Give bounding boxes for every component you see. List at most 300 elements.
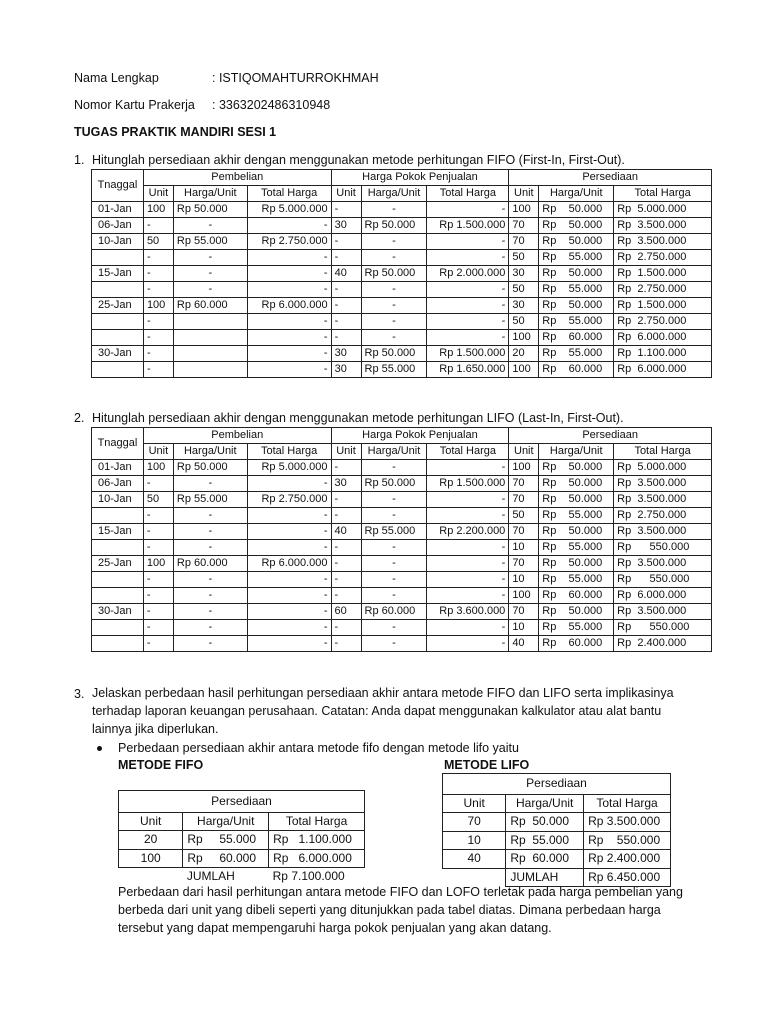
price-cell: Rp 60.000 [183,849,269,868]
purchase-price-cell: Rp 60.000 [173,556,247,572]
cogs-total-cell: - [427,492,509,508]
purchase-price-cell: - [173,636,247,652]
purchase-price-cell [173,346,247,362]
stock-unit-cell: 100 [509,330,539,346]
stock-price-cell: Rp 50.000 [539,492,614,508]
total-cell: Rp 550.000 [584,831,671,850]
cogs-total-cell: Rp 1.500.000 [427,476,509,492]
unit-header: Unit [509,186,539,202]
purchase-price-cell: Rp 55.000 [173,234,247,250]
table-row [92,250,712,266]
date-cell: 01-Jan [92,202,144,218]
stock-price-cell: Rp 50.000 [539,524,614,540]
stock-total-cell: Rp 1.500.000 [614,266,712,282]
purchase-price-cell: Rp 50.000 [173,460,247,476]
total-header: Total Harga [584,794,671,813]
stock-price-cell: Rp 55.000 [539,620,614,636]
cogs-price-cell: - [361,588,427,604]
price-cell: Rp 55.000 [506,831,584,850]
persediaan-header: Persediaan [443,774,671,795]
q3-bullet-text: Perbedaan persediaan akhir antara metode fifo dengan metode lifo yaitu [118,741,519,755]
hpp-header: Harga Pokok Penjualan [331,170,509,186]
date-cell [92,620,144,636]
date-cell [92,250,144,266]
stock-total-cell: Rp 550.000 [614,572,712,588]
purchase-unit-cell: - [143,362,173,378]
purchase-unit-cell: - [143,314,173,330]
cogs-unit-cell: 30 [331,362,361,378]
stock-total-cell: Rp 2.750.000 [614,314,712,330]
cogs-price-cell: Rp 55.000 [361,362,427,378]
purchase-total-cell: - [247,314,331,330]
q1-number: 1. [74,153,85,167]
date-cell: 10-Jan [92,492,144,508]
stock-total-cell: Rp 6.000.000 [614,362,712,378]
purchase-total-cell: Rp 6.000.000 [247,556,331,572]
q2-number: 2. [74,411,85,425]
cogs-price-cell: - [361,330,427,346]
purchase-price-cell: - [173,282,247,298]
bullet-icon [97,746,102,751]
table-row [92,282,712,298]
price-cell: Rp 50.000 [506,813,584,832]
cogs-total-cell: Rp 1.500.000 [427,346,509,362]
stock-total-cell: Rp 5.000.000 [614,202,712,218]
cogs-total-cell: Rp 1.650.000 [427,362,509,378]
stock-unit-cell: 70 [509,492,539,508]
price-header: Harga/Unit [183,812,269,831]
cogs-total-cell: Rp 1.500.000 [427,218,509,234]
cogs-unit-cell: - [331,508,361,524]
table-row [119,849,365,868]
cogs-price-cell: Rp 60.000 [361,604,427,620]
cogs-unit-cell: - [331,588,361,604]
purchase-total-cell: Rp 2.750.000 [247,234,331,250]
cogs-price-cell: Rp 50.000 [361,346,427,362]
purchase-unit-cell: - [143,540,173,556]
cogs-unit-cell: - [331,636,361,652]
date-cell: 25-Jan [92,298,144,314]
cogs-price-cell: Rp 50.000 [361,266,427,282]
stock-total-cell: Rp 2.400.000 [614,636,712,652]
cogs-price-cell: - [361,508,427,524]
stock-unit-cell: 70 [509,604,539,620]
card-label: Nomor Kartu Prakerja [74,98,195,112]
stock-total-cell: Rp 2.750.000 [614,508,712,524]
date-header: Tnaggal [92,428,144,460]
date-cell: 01-Jan [92,460,144,476]
purchase-price-cell: - [173,266,247,282]
cogs-total-cell: - [427,572,509,588]
cogs-unit-cell: - [331,314,361,330]
cogs-unit-cell: - [331,298,361,314]
price-header: Harga/Unit [539,186,614,202]
cogs-total-cell: - [427,540,509,556]
cogs-price-cell: - [361,540,427,556]
pembelian-header: Pembelian [143,170,331,186]
stock-price-cell: Rp 50.000 [539,556,614,572]
cogs-total-cell: - [427,588,509,604]
table-row [119,831,365,850]
stock-total-cell: Rp 3.500.000 [614,524,712,540]
stock-price-cell: Rp 60.000 [539,330,614,346]
purchase-total-cell: - [247,588,331,604]
fifo-method-title: METODE FIFO [118,758,204,772]
q2-text: Hitunglah persediaan akhir dengan menggunakan metode perhitungan LIFO (Last-In, First-Out). [92,411,624,425]
unit-header: Unit [443,794,506,813]
date-cell: 15-Jan [92,266,144,282]
stock-total-cell: Rp 1.100.000 [614,346,712,362]
date-cell: 30-Jan [92,346,144,362]
date-cell [92,540,144,556]
cogs-total-cell: Rp 3.600.000 [427,604,509,620]
cogs-unit-cell: - [331,492,361,508]
card-value: : 3363202486310948 [212,98,331,112]
table-row [92,508,712,524]
cogs-unit-cell: - [331,250,361,266]
purchase-price-cell: - [173,250,247,266]
purchase-total-cell: - [247,508,331,524]
stock-price-cell: Rp 60.000 [539,588,614,604]
stock-unit-cell: 70 [509,218,539,234]
purchase-total-cell: - [247,636,331,652]
cogs-price-cell: - [361,234,427,250]
stock-total-cell: Rp 6.000.000 [614,330,712,346]
cogs-total-cell: - [427,556,509,572]
date-cell: 25-Jan [92,556,144,572]
date-cell: 30-Jan [92,604,144,620]
purchase-unit-cell: - [143,346,173,362]
stock-unit-cell: 10 [509,572,539,588]
purchase-total-cell: - [247,330,331,346]
date-cell [92,314,144,330]
cogs-unit-cell: - [331,282,361,298]
table-row [92,636,712,652]
purchase-price-cell: - [173,508,247,524]
stock-total-cell: Rp 3.500.000 [614,476,712,492]
unit-cell: 40 [443,850,506,869]
table-row [92,266,712,282]
date-cell: 06-Jan [92,476,144,492]
purchase-unit-cell: 50 [143,492,173,508]
cogs-unit-cell: 30 [331,346,361,362]
assignment-title: TUGAS PRAKTIK MANDIRI SESI 1 [74,125,277,139]
jumlah-value: Rp 6.450.000 [584,868,671,887]
cogs-total-cell: Rp 2.200.000 [427,524,509,540]
cogs-total-cell: - [427,460,509,476]
table-row [92,476,712,492]
cogs-total-cell: - [427,250,509,266]
purchase-price-cell: - [173,588,247,604]
stock-unit-cell: 100 [509,202,539,218]
cogs-unit-cell: - [331,202,361,218]
total-cell: Rp 2.400.000 [584,850,671,869]
name-label: Nama Lengkap [74,71,159,85]
stock-unit-cell: 100 [509,362,539,378]
cogs-total-cell: Rp 2.000.000 [427,266,509,282]
purchase-unit-cell: - [143,524,173,540]
stock-price-cell: Rp 60.000 [539,362,614,378]
date-header: Tnaggal [92,170,144,202]
stock-total-cell: Rp 6.000.000 [614,588,712,604]
stock-price-cell: Rp 55.000 [539,346,614,362]
total-header: Total Harga [247,186,331,202]
date-cell [92,588,144,604]
table-row [92,298,712,314]
cogs-price-cell: - [361,460,427,476]
total-header: Total Harga [614,444,712,460]
purchase-price-cell [173,330,247,346]
price-cell: Rp 60.000 [506,850,584,869]
purchase-unit-cell: 100 [143,298,173,314]
purchase-unit-cell: - [143,476,173,492]
unit-header: Unit [331,186,361,202]
cogs-unit-cell: 40 [331,524,361,540]
stock-unit-cell: 50 [509,250,539,266]
purchase-unit-cell: - [143,572,173,588]
total-header: Total Harga [269,812,365,831]
stock-price-cell: Rp 50.000 [539,476,614,492]
total-header: Total Harga [247,444,331,460]
cogs-total-cell: - [427,202,509,218]
pembelian-header: Pembelian [143,428,331,444]
stock-price-cell: Rp 55.000 [539,314,614,330]
stock-unit-cell: 10 [509,620,539,636]
cogs-price-cell: - [361,250,427,266]
cogs-total-cell: - [427,620,509,636]
stock-total-cell: Rp 3.500.000 [614,492,712,508]
stock-total-cell: Rp 3.500.000 [614,218,712,234]
date-cell [92,636,144,652]
cogs-price-cell: - [361,314,427,330]
total-header: Total Harga [614,186,712,202]
purchase-total-cell: - [247,218,331,234]
unit-header: Unit [331,444,361,460]
stock-price-cell: Rp 55.000 [539,540,614,556]
stock-price-cell: Rp 50.000 [539,202,614,218]
purchase-unit-cell: 100 [143,202,173,218]
cogs-unit-cell: - [331,540,361,556]
total-header: Total Harga [427,186,509,202]
purchase-total-cell: - [247,266,331,282]
stock-unit-cell: 50 [509,508,539,524]
table-row [92,524,712,540]
purchase-unit-cell: - [143,588,173,604]
fifo-summary-table [118,790,365,886]
purchase-unit-cell: - [143,604,173,620]
stock-unit-cell: 70 [509,234,539,250]
jumlah-label: JUMLAH [183,868,269,886]
table-row [92,314,712,330]
table-row [92,362,712,378]
purchase-unit-cell: - [143,620,173,636]
date-cell [92,508,144,524]
q3-text: Jelaskan perbedaan hasil perhitungan persediaan akhir antara metode FIFO dan LIFO serta implikasinya terhadap laporan keuangan perusahaan. Catatan: Anda dapat menggunakan kalkulator atau alat bantu lainnya jika diperlukan. [92,686,674,736]
date-cell: 06-Jan [92,218,144,234]
purchase-unit-cell: - [143,330,173,346]
table-row [92,588,712,604]
stock-price-cell: Rp 50.000 [539,298,614,314]
cogs-unit-cell: - [331,460,361,476]
unit-cell: 10 [443,831,506,850]
purchase-price-cell: - [173,218,247,234]
table-row [92,330,712,346]
unit-cell: 70 [443,813,506,832]
stock-total-cell: Rp 2.750.000 [614,250,712,266]
cogs-price-cell: - [361,282,427,298]
purchase-total-cell: Rp 5.000.000 [247,460,331,476]
total-cell: Rp 6.000.000 [269,849,365,868]
hpp-header: Harga Pokok Penjualan [331,428,509,444]
lifo-method-title: METODE LIFO [444,758,530,772]
purchase-total-cell: Rp 5.000.000 [247,202,331,218]
cogs-price-cell: - [361,572,427,588]
purchase-price-cell: - [173,620,247,636]
unit-cell: 100 [119,849,183,868]
price-cell: Rp 55.000 [183,831,269,850]
stock-unit-cell: 30 [509,266,539,282]
purchase-price-cell: - [173,572,247,588]
stock-total-cell: Rp 5.000.000 [614,460,712,476]
purchase-unit-cell: 50 [143,234,173,250]
purchase-price-cell: Rp 55.000 [173,492,247,508]
total-cell: Rp 3.500.000 [584,813,671,832]
cogs-unit-cell: - [331,620,361,636]
purchase-total-cell: - [247,620,331,636]
purchase-unit-cell: - [143,636,173,652]
cogs-unit-cell: 40 [331,266,361,282]
total-header: Total Harga [427,444,509,460]
stock-total-cell: Rp 3.500.000 [614,556,712,572]
price-header: Harga/Unit [539,444,614,460]
purchase-total-cell: - [247,362,331,378]
unit-header: Unit [143,444,173,460]
cogs-price-cell: - [361,202,427,218]
unit-cell: 20 [119,831,183,850]
purchase-total-cell: - [247,604,331,620]
cogs-price-cell: Rp 55.000 [361,524,427,540]
purchase-price-cell: Rp 60.000 [173,298,247,314]
purchase-price-cell: - [173,540,247,556]
fifo-table [91,169,712,378]
cogs-total-cell: - [427,234,509,250]
purchase-unit-cell: - [143,266,173,282]
stock-unit-cell: 10 [509,540,539,556]
table-row [92,540,712,556]
jumlah-label: JUMLAH [506,868,584,887]
lifo-table [91,427,712,652]
stock-total-cell: Rp 2.750.000 [614,282,712,298]
cogs-total-cell: - [427,298,509,314]
price-header: Harga/Unit [173,186,247,202]
stock-unit-cell: 50 [509,282,539,298]
purchase-price-cell [173,362,247,378]
purchase-total-cell: - [247,476,331,492]
unit-header: Unit [509,444,539,460]
stock-total-cell: Rp 3.500.000 [614,234,712,250]
table-row [443,831,671,850]
cogs-total-cell: - [427,330,509,346]
table-row [92,620,712,636]
stock-unit-cell: 30 [509,298,539,314]
table-row [92,346,712,362]
persediaan-header: Persediaan [509,170,712,186]
cogs-unit-cell: - [331,556,361,572]
stock-total-cell: Rp 550.000 [614,620,712,636]
stock-price-cell: Rp 55.000 [539,508,614,524]
stock-price-cell: Rp 55.000 [539,250,614,266]
purchase-unit-cell: - [143,508,173,524]
table-row [92,234,712,250]
purchase-total-cell: - [247,282,331,298]
purchase-price-cell: - [173,476,247,492]
purchase-price-cell [173,314,247,330]
date-cell: 10-Jan [92,234,144,250]
purchase-total-cell: - [247,250,331,266]
cogs-total-cell: - [427,314,509,330]
cogs-price-cell: - [361,636,427,652]
date-cell [92,572,144,588]
table-row [443,850,671,869]
stock-unit-cell: 40 [509,636,539,652]
table-row [92,604,712,620]
price-header: Harga/Unit [361,444,427,460]
table-row [92,556,712,572]
stock-price-cell: Rp 60.000 [539,636,614,652]
stock-unit-cell: 100 [509,460,539,476]
purchase-total-cell: - [247,572,331,588]
cogs-total-cell: - [427,282,509,298]
cogs-unit-cell: 30 [331,218,361,234]
stock-total-cell: Rp 1.500.000 [614,298,712,314]
persediaan-header: Persediaan [119,791,365,813]
purchase-unit-cell: - [143,250,173,266]
stock-price-cell: Rp 55.000 [539,572,614,588]
stock-price-cell: Rp 50.000 [539,218,614,234]
purchase-price-cell: Rp 50.000 [173,202,247,218]
price-header: Harga/Unit [173,444,247,460]
price-header: Harga/Unit [361,186,427,202]
date-cell [92,330,144,346]
cogs-unit-cell: - [331,234,361,250]
unit-header: Unit [143,186,173,202]
cogs-price-cell: Rp 50.000 [361,218,427,234]
stock-total-cell: Rp 3.500.000 [614,604,712,620]
stock-unit-cell: 20 [509,346,539,362]
stock-unit-cell: 50 [509,314,539,330]
stock-unit-cell: 70 [509,524,539,540]
stock-price-cell: Rp 50.000 [539,234,614,250]
table-row [443,813,671,832]
stock-unit-cell: 70 [509,556,539,572]
date-cell [92,362,144,378]
total-cell: Rp 1.100.000 [269,831,365,850]
purchase-total-cell: Rp 2.750.000 [247,492,331,508]
date-cell [92,282,144,298]
purchase-unit-cell: - [143,218,173,234]
cogs-total-cell: - [427,636,509,652]
purchase-price-cell: - [173,524,247,540]
cogs-unit-cell: - [331,572,361,588]
cogs-price-cell: - [361,556,427,572]
price-header: Harga/Unit [506,794,584,813]
stock-price-cell: Rp 50.000 [539,460,614,476]
q3-conclusion: Perbedaan dari hasil perhitungan antara metode FIFO dan LOFO terletak pada harga pembelian yang berbeda dari unit yang dibeli seperti yang ditunjukkan pada tabel diatas. Dimana perbedaan harga tersebut yang dapat mempengaruhi harga pokok penjualan yang akan datang. [118,885,683,935]
cogs-price-cell: - [361,492,427,508]
purchase-unit-cell: 100 [143,460,173,476]
table-row [92,572,712,588]
stock-price-cell: Rp 50.000 [539,604,614,620]
